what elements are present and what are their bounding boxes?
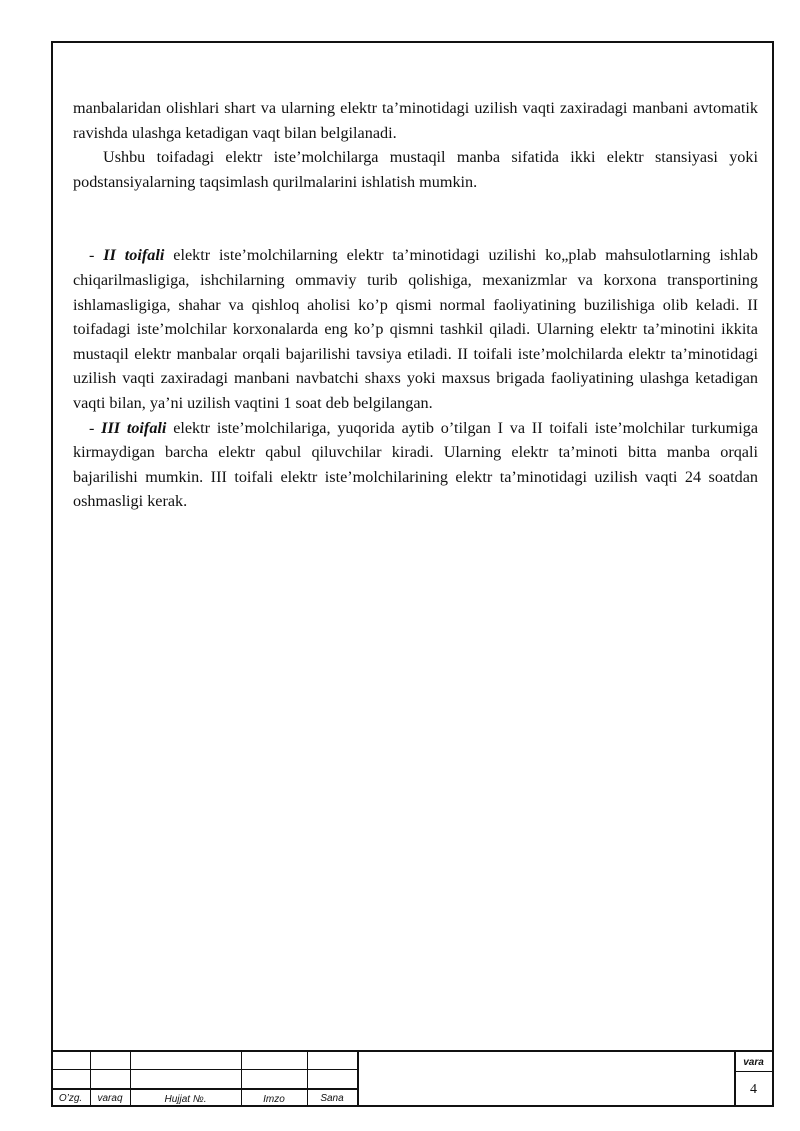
category-3-text: elektr iste’molchilariga, yuqorida aytib o’tilgan I va II toifali iste’molchilar turkumiga kirmaydigan barcha elektr qabul qiluvchilar kiradi. Ularning elektr ta’minoti bitta manba orqali bajarilishi mumkin. III toifali elektr iste’molchilarining elektr ta’minotidagi uzilish vaqti 24 soatdan oshmasligi kerak. <box>73 418 759 511</box>
paragraph-gap <box>73 194 758 243</box>
category-3-term: III toifali <box>101 418 167 437</box>
category-2-term: II toifali <box>103 246 165 265</box>
dash: - <box>89 418 102 437</box>
col-sign-label: Imzo <box>263 1094 285 1105</box>
title-block-row-line <box>51 1069 358 1070</box>
category-2-text: elektr iste’molchilarning elektr ta’minotidagi uzilishi ko„plab mahsulotlarning ishlab chiqarilmasligiga, ishchilarning ommaviy turib qolishiga, mexanizmlar va korxona transportining ishlamasligiga, shahar va qishloq aholisi ko’p qismi normal faoliyatining buzilishiga olib keladi. II toifadagi iste’molchilar korxonalarda eng ko’p qismni tashkil qiladi. Ularning elektr ta’minotini ikkita mustaqil elektr manbalar orqali bajarilishi tavsiya etiladi. II toifali iste’molchilarda elektr ta’minotidagi uzilish vaqti zaxiradagi manbani navbatchi shaxs yoki maxsus brigada faoliyatining ulashga ketadigan vaqti bilan, ya’ni uzilish vaqtini 1 soat deb belgilangan. <box>73 246 758 412</box>
col-doc-label: Hujjat №. <box>164 1094 207 1105</box>
sheet-label: vara <box>743 1057 764 1068</box>
document-body <box>73 96 758 514</box>
title-block-col-line <box>357 1052 359 1107</box>
page-number: 4 <box>750 1082 757 1097</box>
sheet-cell-divider <box>735 1071 772 1072</box>
col-change-label: O’zg. <box>58 1093 83 1104</box>
dash: - <box>89 246 104 265</box>
paragraph-category-3 <box>73 416 758 514</box>
paragraph-category-2 <box>73 243 758 415</box>
col-date-label: Sana <box>320 1093 344 1104</box>
paragraph-2: Ushbu toifadagi elektr iste’molchilarga mustaqil manba sifatida ikki elektr stansiyasi yoki podstansiyalarning taqsimlash qurilmalarini ishlatish mumkin. <box>73 148 758 191</box>
title-block-row-line <box>51 1088 358 1090</box>
col-sheet-label: varaq <box>97 1093 123 1104</box>
title-block <box>51 1050 774 1107</box>
paragraph-1: manbalaridan olishlari shart va ularning elektr ta’minotidagi uzilish vaqti zaxiradagi manbani avtomatik ravishda ulashga ketadigan vaqt bilan belgilanadi. <box>73 99 758 142</box>
